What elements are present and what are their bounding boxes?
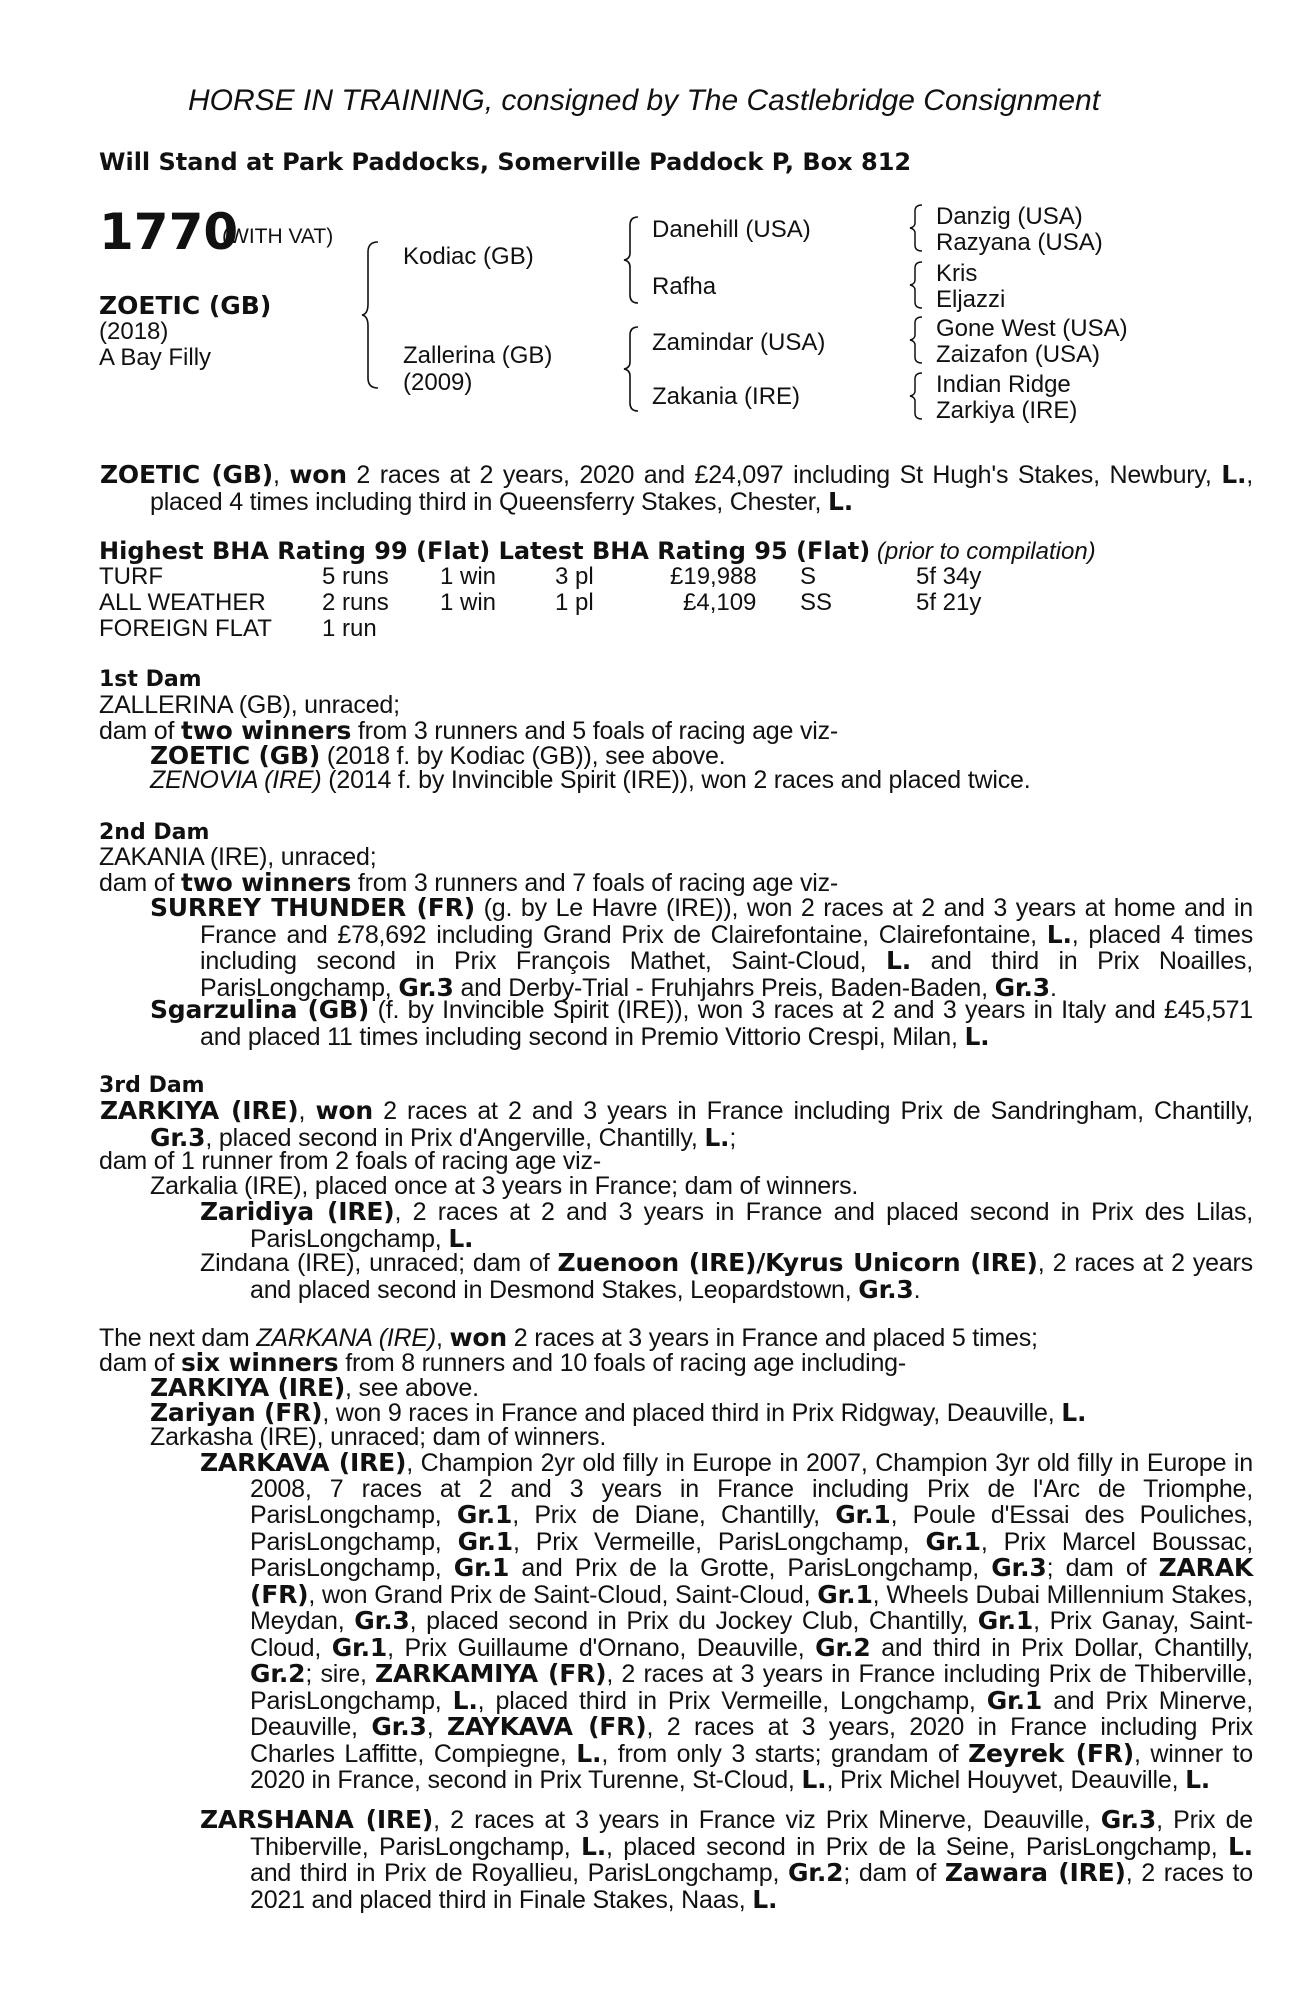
text: . [913, 1275, 921, 1304]
brace-4 [908, 371, 924, 421]
produce-entry [150, 768, 1030, 794]
third-dam-record: ZARKIYA (IRE), won 2 races at 2 and 3 years in France including Prix de Sandringham, Chantilly, Gr.3, placed second in Prix d'Angerville, Chantilly, L.; [100, 1096, 1254, 1152]
dam-year: (2009) [403, 369, 473, 396]
horse-name: ZENOVIA (IRE) [150, 766, 322, 794]
horse-name: Zariyan (FR) [150, 1398, 323, 1427]
rating-line [99, 537, 1096, 566]
group-label: Gr.3 [398, 972, 454, 1002]
text: , Prix Guillaume d'Ornano, Deauville, [387, 1633, 816, 1662]
listed-label: L. [576, 1738, 602, 1768]
ped-dss: Gone West (USA) [936, 315, 1128, 342]
horse-name: ZARKANA (IRE) [256, 1324, 437, 1352]
table-cell: 1 pl [555, 589, 594, 616]
text: ; sire, [305, 1660, 376, 1688]
table-cell: 5f 34y [916, 563, 982, 590]
group-label: Gr.2 [815, 1632, 871, 1662]
horse-name: Zuenoon (IRE)/Kyrus Unicorn (IRE) [557, 1248, 1038, 1277]
group-label: Gr.1 [835, 1500, 891, 1529]
table-cell: £4,109 [683, 589, 757, 616]
second-dam-heading: 2nd Dam [99, 820, 210, 845]
horse-name: ZARAK (FR) [250, 1553, 1254, 1609]
ped-sds: Kris [936, 260, 978, 287]
horse-name: SURREY THUNDER (FR) [150, 893, 475, 922]
text: 2 races at 2 and 3 years in France including Prix de Sandringham, Chantilly, [372, 1097, 1254, 1125]
table-cell: 1 win [440, 563, 497, 590]
group-label: Gr.1 [817, 1579, 873, 1609]
table-cell: 3 pl [555, 563, 594, 590]
table-cell: TURF [99, 563, 163, 590]
table-cell: 1 run [322, 615, 377, 642]
text: (g. by Le Havre (IRE)), won 2 races at 2 and 3 years at home and in France and £78,692 including Grand Prix de Clairefontaine, Clairefontaine, [200, 894, 1253, 949]
summary-horse-name: ZOETIC (GB) [100, 460, 273, 489]
produce-entry: Zarkasha (IRE), unraced; dam of winners. [150, 1423, 607, 1451]
text: , placed second in Prix d'Angerville, Chantilly, [205, 1123, 705, 1152]
text: and Prix de la Grotte, ParisLongchamp, [509, 1554, 992, 1582]
first-dam-line: ZALLERINA (GB), unraced; [99, 691, 400, 719]
catalogue-header: HORSE IN TRAINING, consigned by The Castlebridge Consignment [188, 84, 1101, 117]
text: and Prix Minerve, Deauville, [250, 1686, 1253, 1741]
produce-entry [150, 895, 1253, 1001]
dam-sire: Zamindar (USA) [652, 329, 826, 356]
group-label: Gr.3 [991, 1553, 1047, 1582]
produce-entry [150, 997, 1253, 1050]
text: , 2 races to 2021 and placed third in Finale Stakes, Naas, [250, 1859, 1254, 1914]
listed-label: L. [580, 1831, 607, 1861]
horse-description: A Bay Filly [99, 344, 212, 371]
text: from 3 runners and 7 foals of racing age viz- [351, 869, 839, 897]
table-cell: S [800, 563, 817, 590]
second-dam-line: ZAKANIA (IRE), unraced; [99, 843, 377, 871]
winners-count: six winners [180, 1348, 339, 1377]
ped-ssd: Razyana (USA) [936, 229, 1103, 256]
listed-label: L. [828, 486, 854, 516]
horse-name: ZOETIC (GB) [150, 741, 321, 770]
ped-dsd: Zaizafon (USA) [936, 341, 1101, 368]
text: , 2 races at 2 years and placed second in Desmond Stakes, Leopardstown, [250, 1249, 1253, 1304]
text: (2014 f. by Invincible Spirit (IRE)), won 2 races and placed twice. [321, 766, 1031, 794]
horse-name: ZARSHANA (IRE) [200, 1805, 434, 1834]
third-dam-produce: dam of 1 runner from 2 foals of racing age viz- [99, 1147, 601, 1175]
summary-text: , placed 4 times including third in Queensferry Stakes, Chester, [150, 461, 1253, 516]
horse-name: ZARKIYA (IRE) [150, 1373, 346, 1402]
dam-brace [622, 325, 640, 413]
group-label: Gr.3 [150, 1122, 206, 1152]
text: , placed second in Prix du Jockey Club, Chantilly, [409, 1607, 978, 1635]
vat-note: (WITH VAT) [222, 225, 334, 248]
horse-year: (2018) [99, 318, 169, 345]
produce-entry: Zarkalia (IRE), placed once at 3 years in France; dam of winners. [150, 1172, 859, 1200]
group-label: Gr.1 [456, 1500, 513, 1529]
summary-text: 2 races at 2 years, 2020 and £24,097 including St Hugh's Stakes, Newbury, [346, 461, 1222, 489]
dam-dam: Zakania (IRE) [652, 383, 801, 410]
text: , won 9 races in France and placed third in Prix Ridgway, Deauville, [322, 1399, 1062, 1427]
text: ; dam of [1046, 1554, 1159, 1582]
horse-name: Zeyrek (FR) [968, 1738, 1135, 1768]
text: Zindana (IRE), unraced; dam of [200, 1249, 558, 1277]
table-cell: ALL WEATHER [99, 589, 266, 616]
text: 2 races at 3 years in France and placed 5 times; [507, 1324, 1038, 1352]
text: dam of [99, 717, 181, 745]
listed-label: L. [801, 1765, 827, 1794]
text: , Prix Michel Houyvet, Deauville, [826, 1766, 1186, 1794]
stand-location: Will Stand at Park Paddocks, Somerville Paddock P, Box 812 [99, 148, 912, 176]
text: , placed third in Prix Vermeille, Longchamp, [477, 1686, 987, 1715]
text: The next dam [99, 1324, 257, 1352]
listed-label: L. [964, 1021, 990, 1051]
sire-brace [622, 215, 640, 305]
horse-name: ZARKAVA (IRE) [200, 1448, 407, 1477]
group-label: Gr.3 [858, 1274, 914, 1304]
ped-sdd: Eljazzi [936, 286, 1006, 313]
text: , Prix Marcel Boussac, ParisLongchamp, [250, 1527, 1253, 1582]
text: and Derby-Trial - Fruhjahrs Preis, Baden-Baden, [453, 973, 995, 1002]
horse-name: Sgarzulina (GB) [150, 995, 370, 1024]
text: and third in Prix Dollar, Chantilly, [870, 1633, 1254, 1662]
sire: Kodiac (GB) [403, 243, 534, 270]
listed-label: L. [1221, 460, 1247, 489]
brace-3 [908, 315, 924, 365]
sire-dam: Rafha [652, 273, 717, 300]
text: , 2 races at 2 and 3 years in France and placed second in Prix des Lilas, ParisLongchamp, [250, 1198, 1253, 1253]
horse-name: Zawara (IRE) [944, 1858, 1126, 1887]
ped-dds: Indian Ridge [936, 371, 1071, 398]
ped-sss: Danzig (USA) [936, 203, 1083, 230]
text: , Prix de Diane, Chantilly, [512, 1501, 836, 1529]
horse-name: ZOETIC (GB) [99, 291, 272, 320]
text: (2018 f. by Kodiac (GB)), see above. [320, 742, 726, 770]
text: , [426, 1713, 447, 1741]
group-label: Gr.3 [354, 1606, 410, 1635]
text: , Champion 2yr old filly in Europe in 2007, Champion 3yr old filly in Europe in 2008, 7 races at 2 and 3 years in France including Prix de l'Arc de Triomphe, ParisLongchamp, [250, 1449, 1253, 1529]
text: and third in Prix de Royallieu, ParisLongchamp, [250, 1859, 788, 1887]
text: , 2 races at 3 years in France viz Prix Minerve, Deauville, [433, 1806, 1101, 1834]
won-label: won [289, 460, 347, 489]
text: (f. by Invincible Spirit (IRE)), won 3 races at 2 and 3 years in Italy and £45,571 and placed 11 times including second in Premio Vittorio Crespi, Milan, [200, 996, 1253, 1051]
rating-heading: Highest BHA Rating 99 (Flat) Latest BHA Rating 95 (Flat) [99, 537, 871, 565]
table-cell: 1 win [440, 589, 497, 616]
table-cell: 2 runs [322, 589, 389, 616]
group-label: Gr.1 [457, 1526, 513, 1556]
listed-label: L. [885, 946, 912, 975]
winners-count: two winners [180, 868, 352, 897]
text: from 3 runners and 5 foals of racing age viz- [351, 717, 839, 745]
produce-entry [200, 1450, 1253, 1794]
horse-name: ZAYKAVA (FR) [446, 1712, 647, 1741]
lot-number: 1770 [99, 203, 239, 261]
ped-ddd: Zarkiya (IRE) [936, 397, 1078, 424]
group-label: Gr.2 [787, 1858, 844, 1887]
text: . [1050, 973, 1057, 1002]
text: and third in Prix Noailles, ParisLongchamp, [200, 947, 1253, 1002]
group-label: Gr.1 [925, 1526, 981, 1556]
horse-name: ZARKIYA (IRE) [100, 1096, 299, 1125]
text: , 2 races at 3 years, 2020 in France including Prix Charles Laffitte, Compiegne, [250, 1713, 1253, 1768]
group-label: Gr.1 [453, 1553, 510, 1582]
table-cell: FOREIGN FLAT [99, 615, 272, 642]
pedigree-brace [360, 240, 380, 390]
dam: Zallerina (GB) [403, 342, 553, 369]
horse-name: Zaridiya (IRE) [200, 1197, 395, 1226]
won-label: won [449, 1323, 508, 1352]
winners-count: two winners [180, 716, 352, 745]
text: , Prix de Thiberville, ParisLongchamp, [250, 1806, 1253, 1861]
third-dam-heading: 3rd Dam [99, 1073, 205, 1098]
brace-1 [908, 203, 924, 253]
group-label: Gr.3 [371, 1712, 427, 1741]
text: , from only 3 starts; grandam of [601, 1739, 969, 1768]
text: , [436, 1324, 450, 1352]
race-summary: ZOETIC (GB), won 2 races at 2 years, 2020 and £24,097 including St Hugh's Stakes, Newbury, L., placed 4 times including third in Queensferry Stakes, Chester, L. [100, 460, 1253, 516]
won-label: won [315, 1096, 373, 1125]
listed-label: L. [1046, 919, 1072, 949]
rating-note: (prior to compilation) [876, 538, 1096, 565]
listed-label: L. [752, 1884, 778, 1914]
text: , placed second in Prix de la Seine, ParisLongchamp, [606, 1832, 1228, 1861]
table-cell: 5f 21y [916, 589, 982, 616]
text: ; [729, 1123, 737, 1152]
listed-label: L. [448, 1223, 474, 1253]
group-label: Gr.1 [331, 1632, 388, 1662]
produce-entry [200, 1250, 1253, 1303]
group-label: Gr.2 [250, 1659, 306, 1688]
text: , winner to 2020 in France, second in Prix Turenne, St-Cloud, [250, 1739, 1253, 1794]
text: , Prix Vermeille, ParisLongchamp, [512, 1527, 926, 1556]
sire-sire: Danehill (USA) [652, 216, 811, 243]
group-label: Gr.1 [986, 1685, 1043, 1715]
first-dam-heading: 1st Dam [99, 667, 202, 692]
produce-entry [200, 1199, 1253, 1252]
text: , Prix Ganay, Saint-Cloud, [250, 1607, 1254, 1662]
table-cell: 5 runs [322, 563, 389, 590]
group-label: Gr.3 [1100, 1805, 1157, 1834]
listed-label: L. [704, 1122, 730, 1152]
table-cell: SS [800, 589, 833, 616]
produce-entry [200, 1807, 1253, 1913]
text: , Wheels Dubai Millennium Stakes, Meydan, [250, 1580, 1253, 1635]
text: from 8 runners and 10 foals of racing age including- [338, 1349, 907, 1377]
text: dam of [99, 1349, 181, 1377]
listed-label: L. [1185, 1765, 1211, 1794]
text: , Poule d'Essai des Pouliches, ParisLongchamp, [250, 1501, 1253, 1556]
brace-2 [908, 260, 924, 310]
text: , placed 4 times including second in Prix François Mathet, Saint-Cloud, [200, 920, 1253, 975]
group-label: Gr.1 [977, 1606, 1034, 1635]
text: , see above. [345, 1374, 479, 1402]
horse-name: ZARKAMIYA (FR) [375, 1659, 607, 1688]
group-label: Gr.3 [994, 972, 1050, 1002]
listed-label: L. [452, 1685, 478, 1715]
table-cell: £19,988 [670, 563, 757, 590]
listed-label: L. [1061, 1398, 1087, 1427]
text: , 2 races at 3 years in France including Prix de Thiberville, ParisLongchamp, [250, 1660, 1253, 1715]
text: dam of [99, 869, 181, 897]
listed-label: L. [1227, 1831, 1253, 1861]
text: ; dam of [843, 1859, 945, 1887]
text: , won Grand Prix de Saint-Cloud, Saint-Cloud, [308, 1580, 818, 1609]
